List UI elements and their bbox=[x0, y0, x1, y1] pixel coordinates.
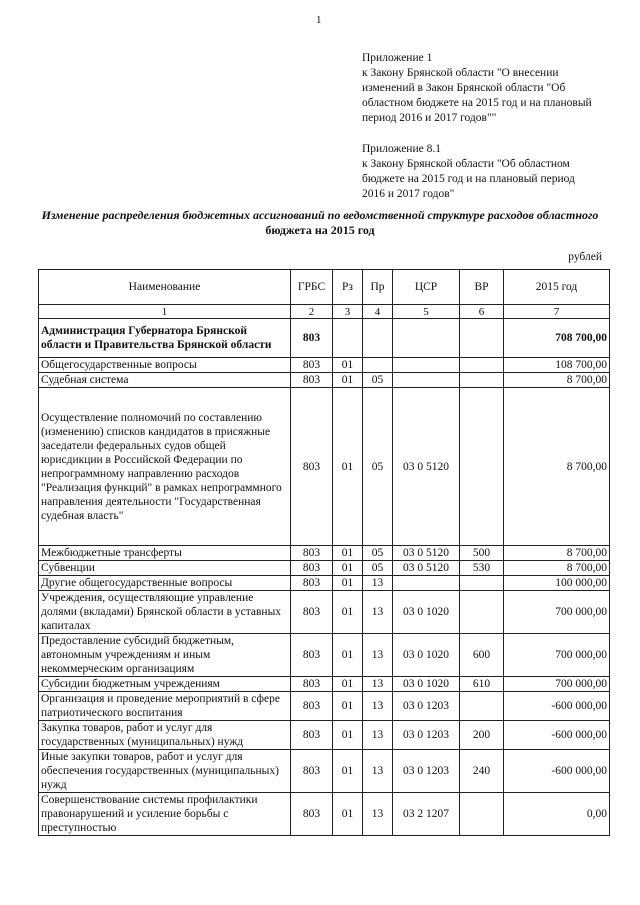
table-row bbox=[39, 373, 610, 388]
appendix-1-line: изменений в Закон Брянской области "Об bbox=[362, 82, 566, 94]
row-grbs: 803 bbox=[291, 692, 333, 721]
row-amount: 700 000,00 bbox=[504, 677, 610, 692]
row-rz: 01 bbox=[333, 388, 363, 546]
column-number: 1 bbox=[39, 305, 291, 319]
column-number: 2 bbox=[291, 305, 333, 319]
row-amount: -600 000,00 bbox=[504, 692, 610, 721]
row-pr: 13 bbox=[363, 721, 393, 750]
row-pr: 13 bbox=[363, 576, 393, 591]
header-grbs: ГРБС bbox=[291, 270, 333, 305]
header-name: Наименование bbox=[39, 270, 291, 305]
row-rz: 01 bbox=[333, 358, 363, 373]
appendix-1-line: к Закону Брянской области "О внесении bbox=[362, 67, 559, 79]
row-name: Другие общегосударственные вопросы bbox=[39, 576, 291, 591]
row-grbs: 803 bbox=[291, 319, 333, 358]
table-row bbox=[39, 692, 610, 721]
row-rz: 01 bbox=[333, 373, 363, 388]
row-name: Предоставление субсидий бюджетным, автономным учреждениям и иным некоммерческим организациям bbox=[39, 634, 291, 677]
table-header-row bbox=[39, 270, 610, 305]
table-row bbox=[39, 677, 610, 692]
table-row bbox=[39, 750, 610, 793]
row-grbs: 803 bbox=[291, 793, 333, 836]
row-pr bbox=[363, 319, 393, 358]
row-name: Общегосударственные вопросы bbox=[39, 358, 291, 373]
row-name: Судебная система bbox=[39, 373, 291, 388]
row-csr bbox=[393, 373, 460, 388]
row-vr: 530 bbox=[460, 561, 504, 576]
row-pr: 05 bbox=[363, 561, 393, 576]
row-amount: 8 700,00 bbox=[504, 546, 610, 561]
row-csr: 03 0 1203 bbox=[393, 750, 460, 793]
row-rz: 01 bbox=[333, 750, 363, 793]
table-row bbox=[39, 634, 610, 677]
appendix-2-line: Приложение 8.1 bbox=[362, 143, 441, 155]
row-vr bbox=[460, 591, 504, 634]
row-csr: 03 0 1020 bbox=[393, 677, 460, 692]
column-number: 7 bbox=[504, 305, 610, 319]
row-grbs: 803 bbox=[291, 721, 333, 750]
row-pr bbox=[363, 358, 393, 373]
row-name: Осуществление полномочий по составлению (изменению) списков кандидатов в присяжные заседатели федеральных судов общей юрисдикции в Российской Федерации по непрограммному направлению расходов "Реализация функций" в рамках непрограммного направления деятельности "Государственная судебная власть" bbox=[39, 388, 291, 546]
row-grbs: 803 bbox=[291, 373, 333, 388]
table-row bbox=[39, 721, 610, 750]
row-name: Учреждения, осуществляющие управление долями (вкладами) Брянской области в уставных капиталах bbox=[39, 591, 291, 634]
row-vr bbox=[460, 576, 504, 591]
row-rz: 01 bbox=[333, 677, 363, 692]
row-pr: 13 bbox=[363, 634, 393, 677]
table-row bbox=[39, 793, 610, 836]
row-grbs: 803 bbox=[291, 677, 333, 692]
row-csr bbox=[393, 358, 460, 373]
row-csr: 03 0 5120 bbox=[393, 561, 460, 576]
row-grbs: 803 bbox=[291, 576, 333, 591]
row-csr: 03 0 5120 bbox=[393, 388, 460, 546]
row-csr bbox=[393, 576, 460, 591]
appendix-8-1-note bbox=[362, 142, 624, 202]
row-vr bbox=[460, 388, 504, 546]
row-rz: 01 bbox=[333, 793, 363, 836]
row-name: Организация и проведение мероприятий в сфере патриотического воспитания bbox=[39, 692, 291, 721]
row-csr bbox=[393, 319, 460, 358]
appendix-1-line: Приложение 1 bbox=[362, 52, 433, 64]
appendix-1-note bbox=[362, 51, 624, 126]
row-pr: 05 bbox=[363, 388, 393, 546]
row-vr: 600 bbox=[460, 634, 504, 677]
row-amount: 708 700,00 bbox=[504, 319, 610, 358]
row-rz: 01 bbox=[333, 634, 363, 677]
row-pr: 05 bbox=[363, 373, 393, 388]
appendix-2-line: к Закону Брянской области "Об областном bbox=[362, 158, 570, 170]
row-name: Субвенции bbox=[39, 561, 291, 576]
row-grbs: 803 bbox=[291, 358, 333, 373]
row-grbs: 803 bbox=[291, 388, 333, 546]
budget-table bbox=[38, 269, 610, 836]
row-rz: 01 bbox=[333, 721, 363, 750]
appendix-2-line: бюджете на 2015 год и на плановый период bbox=[362, 173, 575, 185]
row-amount: -600 000,00 bbox=[504, 750, 610, 793]
row-vr: 500 bbox=[460, 546, 504, 561]
table-row bbox=[39, 561, 610, 576]
row-name: Иные закупки товаров, работ и услуг для обеспечения государственных (муниципальных) нужд bbox=[39, 750, 291, 793]
row-pr: 05 bbox=[363, 546, 393, 561]
row-grbs: 803 bbox=[291, 591, 333, 634]
row-vr: 200 bbox=[460, 721, 504, 750]
row-rz: 01 bbox=[333, 561, 363, 576]
row-csr: 03 2 1207 bbox=[393, 793, 460, 836]
row-csr: 03 0 1020 bbox=[393, 591, 460, 634]
row-csr: 03 0 1020 bbox=[393, 634, 460, 677]
row-amount: 8 700,00 bbox=[504, 388, 610, 546]
header-vr: ВР bbox=[460, 270, 504, 305]
table-row bbox=[39, 388, 610, 546]
row-vr: 240 bbox=[460, 750, 504, 793]
row-amount: 700 000,00 bbox=[504, 634, 610, 677]
column-number: 6 bbox=[460, 305, 504, 319]
appendix-2-line: 2016 и 2017 годов" bbox=[362, 188, 455, 200]
row-pr: 13 bbox=[363, 591, 393, 634]
appendix-1-line: областном бюджете на 2015 год и на плановый bbox=[362, 97, 592, 109]
row-name: Закупка товаров, работ и услуг для государственных (муниципальных) нужд bbox=[39, 721, 291, 750]
table-row bbox=[39, 319, 610, 358]
row-amount: 8 700,00 bbox=[504, 373, 610, 388]
column-number: 3 bbox=[333, 305, 363, 319]
row-rz: 01 bbox=[333, 591, 363, 634]
appendix-1-line: период 2016 и 2017 годов"" bbox=[362, 112, 497, 124]
row-vr bbox=[460, 373, 504, 388]
row-pr: 13 bbox=[363, 793, 393, 836]
table-row bbox=[39, 591, 610, 634]
row-grbs: 803 bbox=[291, 561, 333, 576]
row-vr bbox=[460, 793, 504, 836]
column-number: 5 bbox=[393, 305, 460, 319]
row-csr: 03 0 1203 bbox=[393, 692, 460, 721]
column-number: 4 bbox=[363, 305, 393, 319]
row-name: Межбюджетные трансферты bbox=[39, 546, 291, 561]
row-pr: 13 bbox=[363, 750, 393, 793]
row-rz: 01 bbox=[333, 692, 363, 721]
row-vr bbox=[460, 692, 504, 721]
row-amount: -600 000,00 bbox=[504, 721, 610, 750]
page-number: 1 bbox=[316, 14, 322, 26]
row-pr: 13 bbox=[363, 677, 393, 692]
header-pr: Пр bbox=[363, 270, 393, 305]
row-amount: 108 700,00 bbox=[504, 358, 610, 373]
row-amount: 100 000,00 bbox=[504, 576, 610, 591]
row-csr: 03 0 1203 bbox=[393, 721, 460, 750]
row-vr bbox=[460, 319, 504, 358]
document-title bbox=[30, 208, 610, 238]
row-rz: 01 bbox=[333, 576, 363, 591]
units-label: рублей bbox=[568, 251, 602, 263]
table-row bbox=[39, 358, 610, 373]
header-year: 2015 год bbox=[504, 270, 610, 305]
row-grbs: 803 bbox=[291, 546, 333, 561]
table-row bbox=[39, 576, 610, 591]
title-line-2: бюджета на 2015 год bbox=[265, 223, 375, 237]
title-line-1: Изменение распределения бюджетных ассигнований по ведомственной структуре расходов областного bbox=[41, 208, 599, 222]
row-name: Администрация Губернатора Брянской области и Правительства Брянской области bbox=[39, 319, 291, 358]
row-csr: 03 0 5120 bbox=[393, 546, 460, 561]
row-amount: 8 700,00 bbox=[504, 561, 610, 576]
table-row bbox=[39, 546, 610, 561]
row-grbs: 803 bbox=[291, 634, 333, 677]
row-pr: 13 bbox=[363, 692, 393, 721]
row-rz: 01 bbox=[333, 546, 363, 561]
header-csr: ЦСР bbox=[393, 270, 460, 305]
row-name: Совершенствование системы профилактики правонарушений и усиление борьбы с преступностью bbox=[39, 793, 291, 836]
row-rz bbox=[333, 319, 363, 358]
row-vr bbox=[460, 358, 504, 373]
row-amount: 700 000,00 bbox=[504, 591, 610, 634]
column-numbers-row bbox=[39, 305, 610, 319]
row-amount: 0,00 bbox=[504, 793, 610, 836]
header-rz: Рз bbox=[333, 270, 363, 305]
row-name: Субсидии бюджетным учреждениям bbox=[39, 677, 291, 692]
row-vr: 610 bbox=[460, 677, 504, 692]
row-grbs: 803 bbox=[291, 750, 333, 793]
